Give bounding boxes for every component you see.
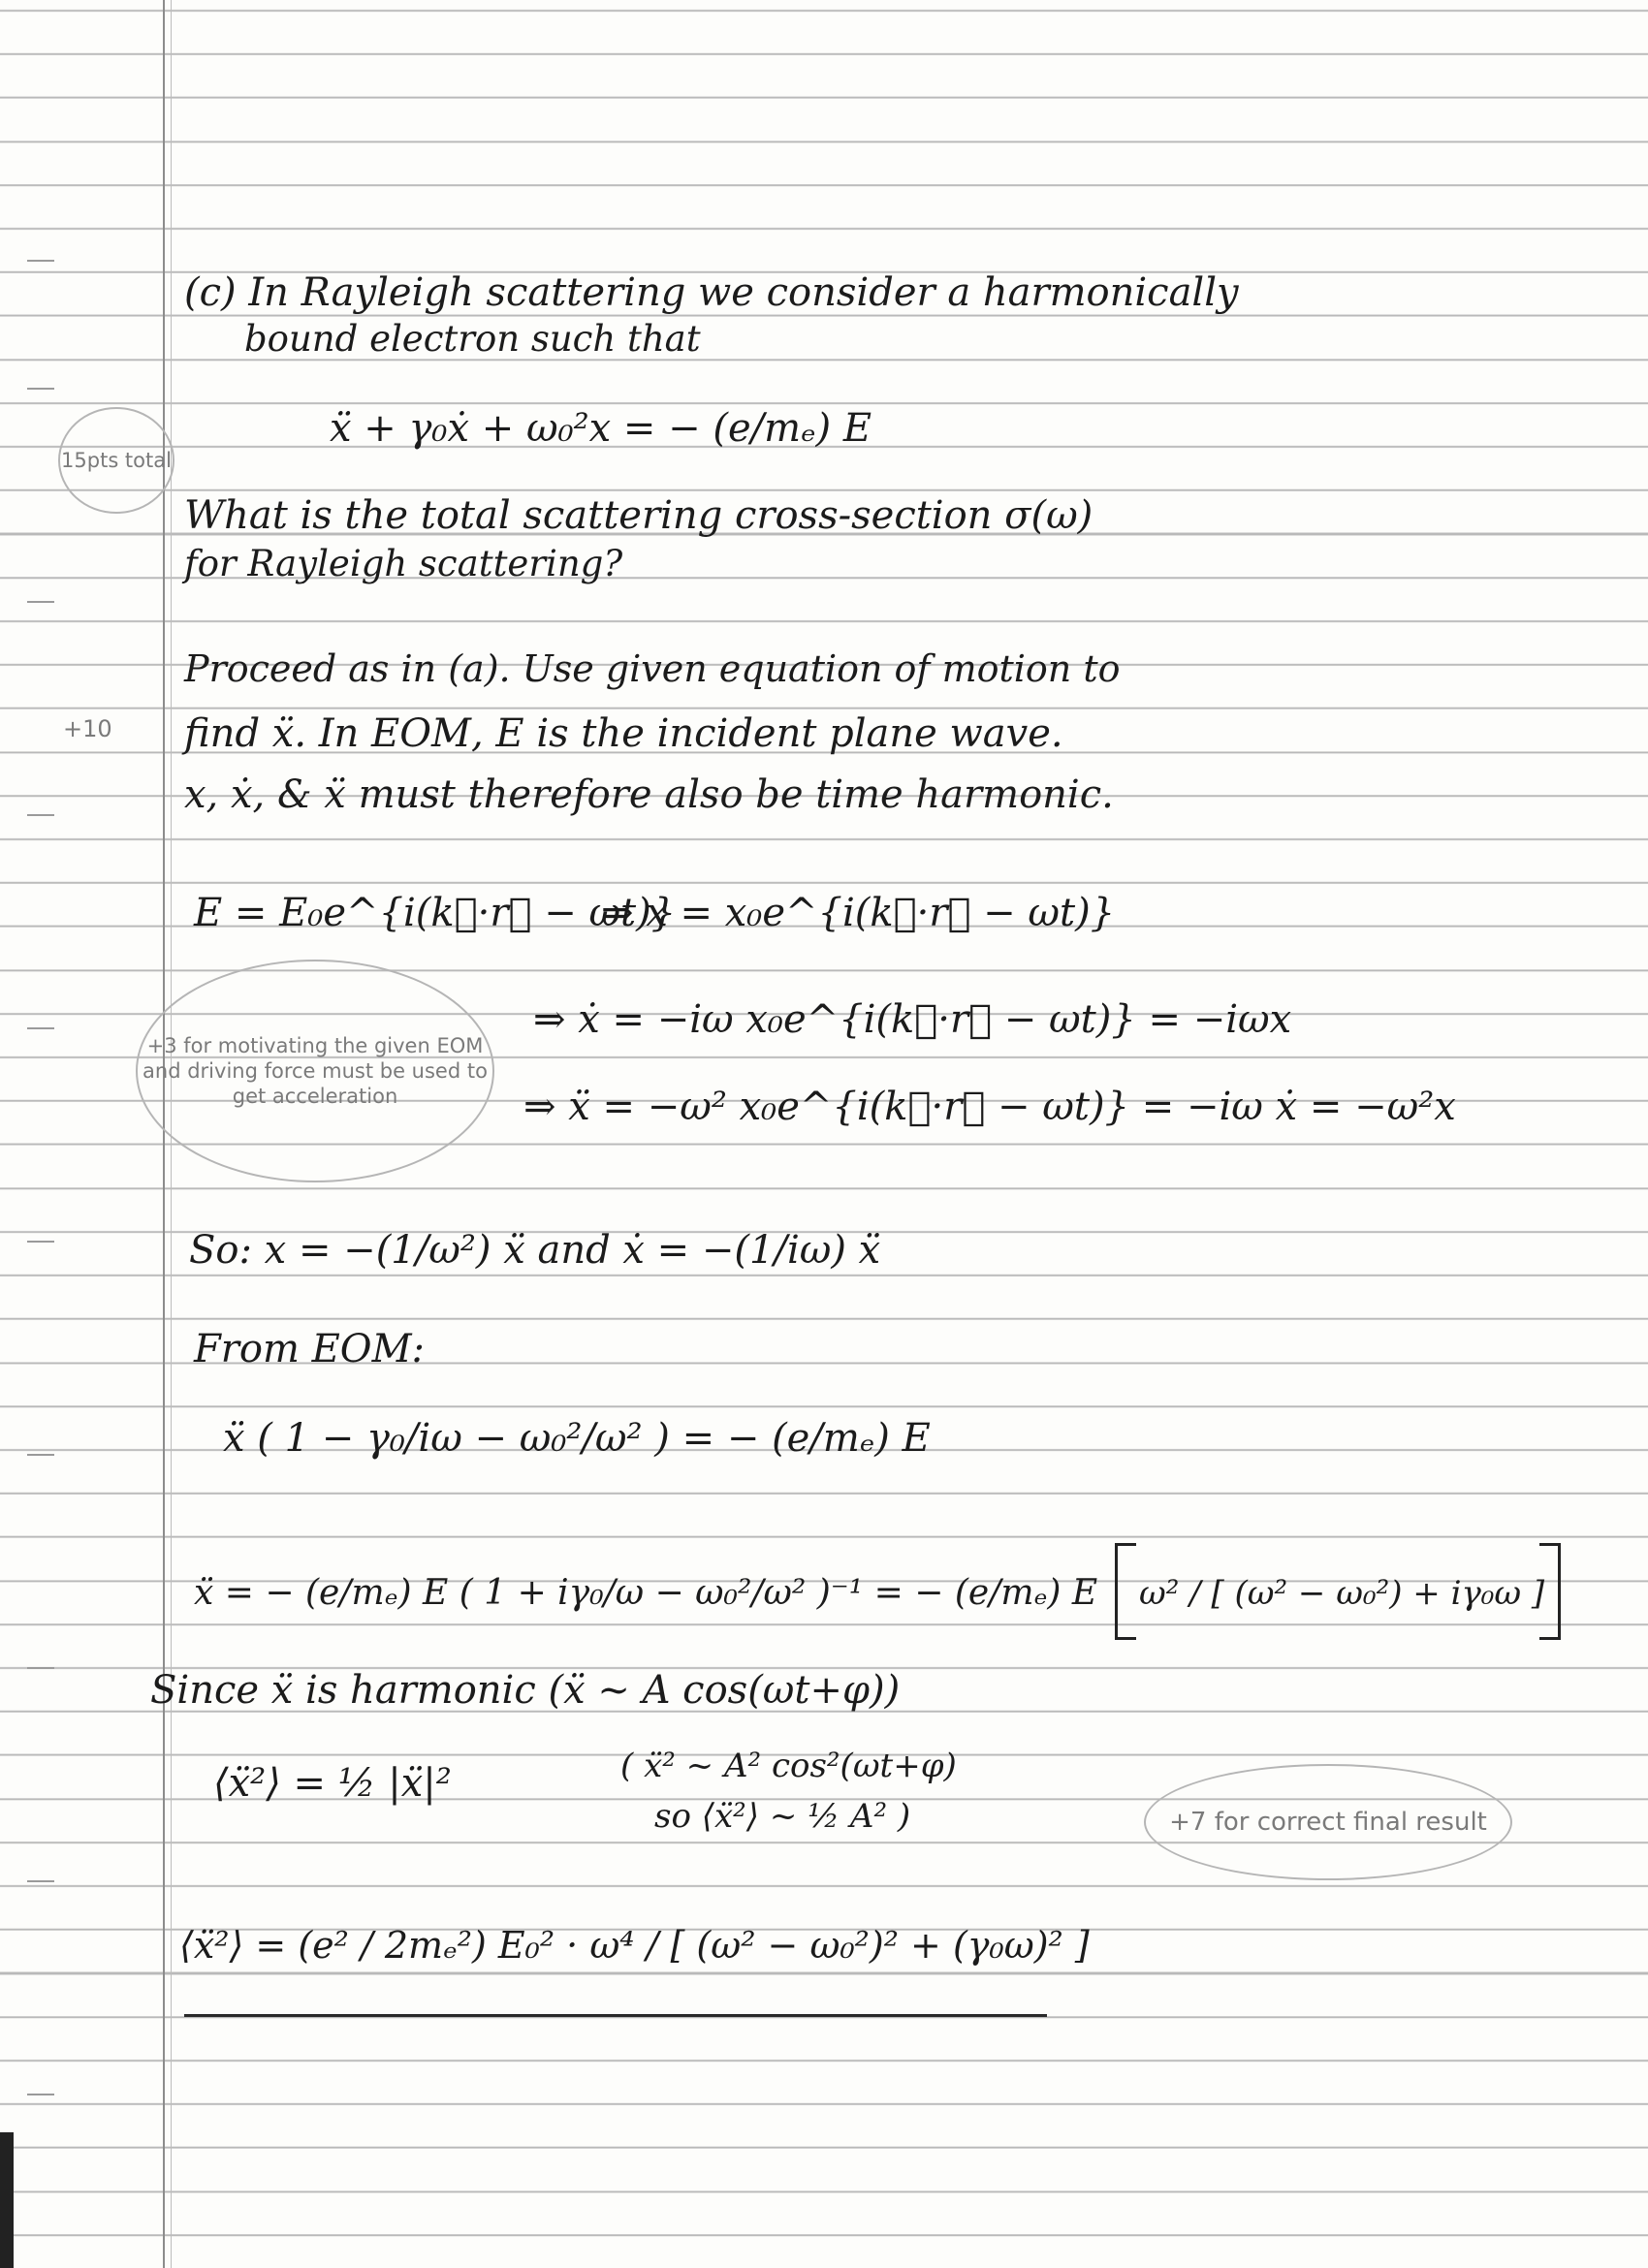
equation-acceleration-factor: ω² / [ (ω² − ω₀²) + iγ₀ω ] <box>1139 1574 1545 1613</box>
solution-para-1: Proceed as in (a). Use given equation of motion to <box>184 647 1121 690</box>
time-average-relation: ⟨ẍ²⟩ = ½ |ẍ|² <box>213 1761 452 1806</box>
problem-line-4: for Rayleigh scattering? <box>184 543 623 584</box>
points-total-note: 15pts total <box>58 407 174 514</box>
from-eom-label: From EOM: <box>194 1327 426 1371</box>
solution-para-2: find ẍ. In EOM, E is the incident plane wave. <box>184 711 1063 756</box>
time-average-note-a: ( ẍ² ~ A² cos²(ωt+φ) <box>620 1747 957 1785</box>
equation-field: E = E₀e^{i(k⃗·r⃗ − ωt)} <box>194 891 677 935</box>
margin-tick <box>27 601 54 603</box>
final-result-equation: ⟨ẍ²⟩ = (e² / 2mₑ²) E₀² · ω⁴ / [ (ω² − ω₀²)² + (γ₀ω)² ] <box>179 1924 1090 1967</box>
margin-tick <box>27 388 54 390</box>
equation-acceleration-solved: ẍ = − (e/mₑ) E ( 1 + iγ₀/ω − ω₀²/ω² )⁻¹ = − (e/mₑ) E <box>194 1573 1098 1613</box>
problem-line-3: What is the total scattering cross-section σ(ω) <box>184 493 1093 538</box>
bracket-right <box>1539 1543 1561 1640</box>
solution-para-3: x, ẋ, & ẍ must therefore also be time harmonic. <box>184 772 1114 817</box>
margin-tick <box>27 1667 54 1669</box>
margin-tick <box>27 2094 54 2095</box>
margin-rule <box>163 0 165 2268</box>
margin-tick <box>27 1241 54 1243</box>
margin-tick <box>27 814 54 816</box>
scan-edge-shadow <box>0 2132 14 2268</box>
final-result-underline <box>184 2014 1047 2017</box>
problem-line-2: bound electron such that <box>244 318 701 360</box>
equation-acceleration: ⇒ ẍ = −ω² x₀e^{i(k⃗·r⃗ − ωt)} = −iω ẋ = −ω²x <box>523 1085 1456 1129</box>
equation-velocity: ⇒ ẋ = −iω x₀e^{i(k⃗·r⃗ − ωt)} = −iωx <box>533 997 1292 1042</box>
side-score-mark: +10 <box>63 715 112 742</box>
bracket-left <box>1115 1543 1136 1640</box>
since-harmonic: Since ẍ is harmonic (ẍ ~ A cos(ωt+φ)) <box>150 1668 901 1713</box>
margin-tick <box>27 1454 54 1456</box>
equation-position: ⇒ x = x₀e^{i(k⃗·r⃗ − ωt)} <box>601 891 1116 935</box>
margin-tick <box>27 1880 54 1882</box>
grader-motivation-note: +3 for motivating the given EOM and driving force must be used to get acceleration <box>136 960 494 1182</box>
problem-line-1: (c) In Rayleigh scattering we consider a harmonically <box>184 270 1239 315</box>
time-average-note-b: so ⟨ẍ²⟩ ~ ½ A² ) <box>654 1797 911 1836</box>
problem-eom-equation: ẍ + γ₀ẋ + ω₀²x = − (e/mₑ) E <box>330 406 872 451</box>
grader-final-note: +7 for correct final result <box>1144 1764 1512 1880</box>
margin-tick <box>27 260 54 262</box>
equation-eom-substituted: ẍ ( 1 − γ₀/iω − ω₀²/ω² ) = − (e/mₑ) E <box>223 1416 931 1461</box>
so-relations: So: x = −(1/ω²) ẍ and ẋ = −(1/iω) ẍ <box>189 1228 881 1273</box>
margin-tick <box>27 1027 54 1029</box>
